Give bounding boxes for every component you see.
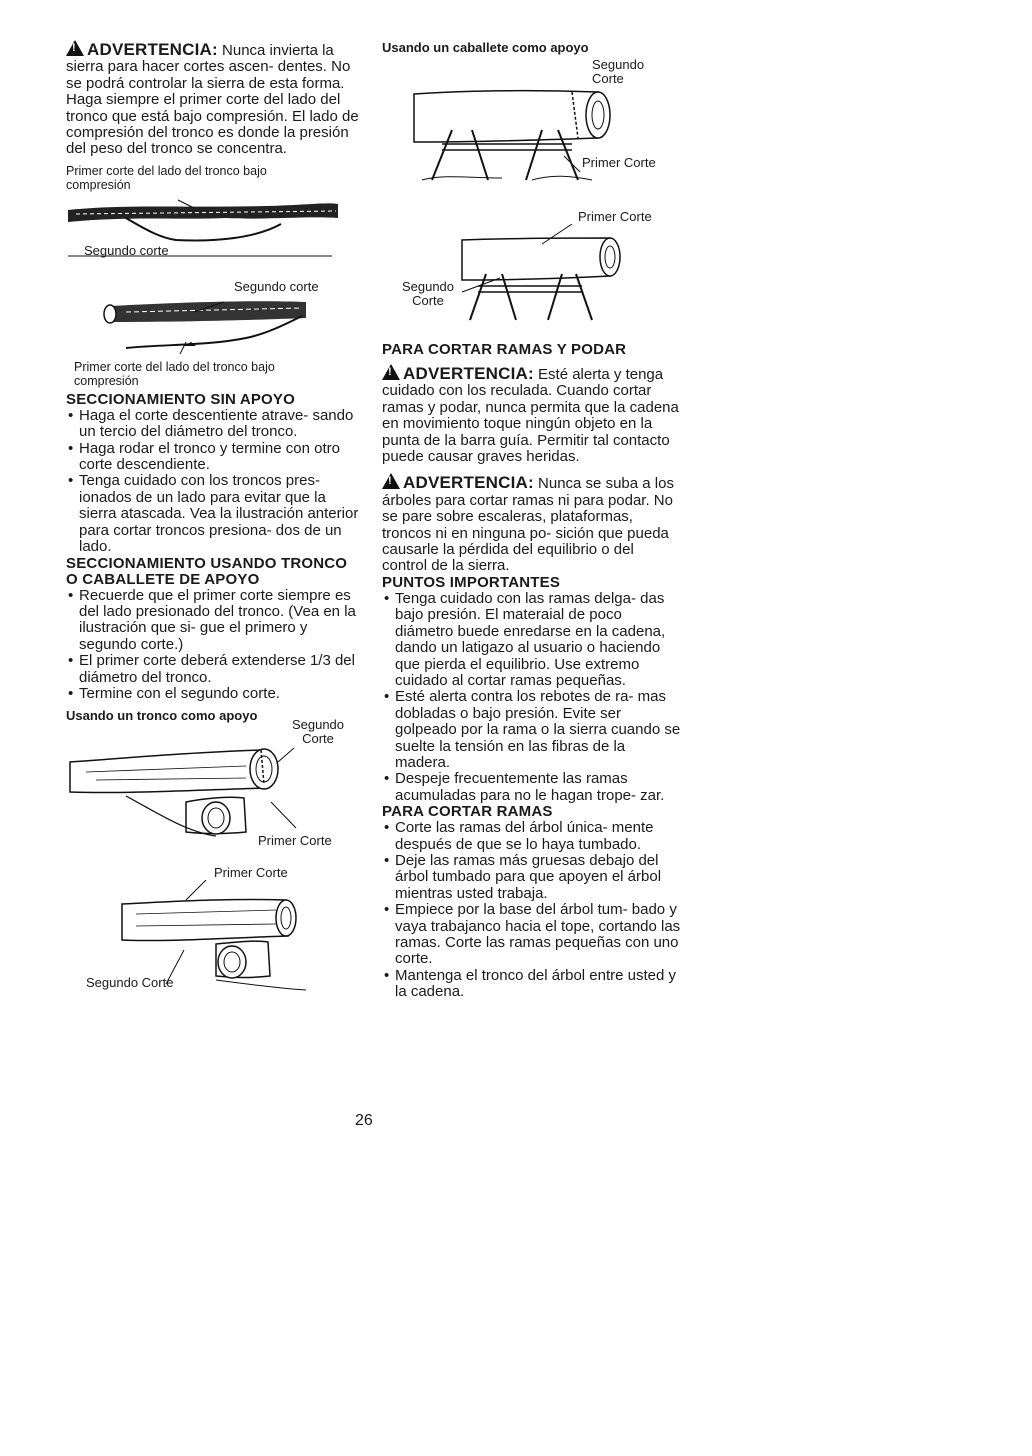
- figure-caption: Primer corte del lado del tronco bajo compresión: [74, 359, 275, 388]
- warning-triangle-icon: [382, 473, 400, 489]
- warning-label: ADVERTENCIA:: [87, 40, 218, 59]
- figure-log-support-1: [66, 708, 362, 858]
- warning-3: [382, 473, 682, 574]
- list-item: • El primer corte deberá extenderse 1/3 del diámetro del tronco.: [66, 653, 362, 686]
- warning-text: Nunca invierta la sierra para hacer cortes ascen- dentes. No se podrá controlar la sierra de esta forma.: [66, 42, 351, 92]
- warning-label: ADVERTENCIA:: [403, 364, 534, 383]
- warning-text-2: Haga siempre el primer corte del lado del tronco que está bajo compresión. El lado de compresión del tronco es donde la presión del peso del tronco se concentra.: [66, 91, 359, 158]
- figure-log-support-2: [66, 866, 362, 996]
- page-number: 26: [355, 1112, 373, 1129]
- figure-label: Segundo Corte: [401, 279, 455, 308]
- section-heading: PUNTOS IMPORTANTES: [382, 573, 561, 591]
- list-item: • Despeje frecuentemente las ramas acumuladas para no le hagan trope- zar.: [382, 771, 682, 804]
- warning-triangle-icon: [382, 364, 400, 380]
- list-item: • Haga el corte descentiente atrave- sando un tercio del diámetro del tronco.: [66, 408, 362, 441]
- figure-label: Segundo Corte: [592, 57, 645, 86]
- section-list: [66, 588, 362, 703]
- figure-caption: Segundo corte: [84, 242, 169, 258]
- figure-sawhorse-1: [382, 40, 682, 188]
- section-heading: SECCIONAMIENTO USANDO TRONCO O CABALLETE DE APOYO: [66, 554, 348, 588]
- section-list: [382, 820, 682, 1000]
- figure-title: Usando un tronco como apoyo: [66, 708, 258, 724]
- warning-1: [66, 40, 362, 92]
- warning-label: ADVERTENCIA:: [403, 473, 534, 493]
- warning-text: Esté alerta y tenga cuidado con los reculada. Cuando cortar ramas y podar, nunca permita que la cadena en movimiento toque ningún objeto en la punta de la barra guía. Permitir tal contacto puede causar graves heridas.: [382, 366, 679, 466]
- list-item: • Termine con el segundo corte.: [66, 686, 362, 702]
- figure-caption: Segundo corte: [234, 278, 319, 294]
- log-illustration: [66, 294, 362, 364]
- list-item: • Deje las ramas más gruesas debajo del árbol tumbado para que apoyen el árbol mientras usted trabaja.: [382, 853, 682, 902]
- list-item: • Esté alerta contra los rebotes de ra- mas dobladas o bajo presión. Evite ser golpeado por la rama o la sierra cuando se suelte la tensión en las fibras de la madera.: [382, 689, 682, 771]
- right-column: [382, 40, 682, 1001]
- figure-label: Primer Corte: [214, 865, 288, 881]
- figure-title: Usando un caballete como apoyo: [382, 40, 589, 55]
- log-on-sawhorse-illustration: [382, 68, 642, 198]
- log-illustration: [66, 194, 362, 274]
- list-item: • Tenga cuidado con las ramas delga- das bajo presión. El materaial de poco diámetro buede enredarse en la cadena, dando un latigazo al usuario o haciendo que pierda el equilibrio. Use extremo cuidado al cortar ramas pequeñas.: [382, 591, 682, 689]
- warning-2: [382, 364, 682, 465]
- figure-label: Primer Corte: [578, 209, 652, 224]
- section-list: [382, 591, 682, 804]
- section-heading: PARA CORTAR RAMAS: [382, 803, 553, 821]
- warning-text: Nunca se suba a los árboles para cortar ramas ni para podar. No se pare sobre escaleras, plataformas, troncos ni en ninguna po- sición que pueda causarle la pérdida del equilibrio o del control de la sierra.: [382, 475, 674, 575]
- figure-label: Segundo Corte: [291, 717, 345, 747]
- list-item: • Tenga cuidado con los troncos pres- ionados de un lado para evitar que la sierra atascada. Vea la ilustración anterior para cortar troncos presiona- dos de un lado.: [66, 473, 362, 555]
- figure-log-compression-top: [66, 164, 362, 276]
- list-item: • Empiece por la base del árbol tum- bado y vaya trabajanco hacia el tope, cortando las ramas. Corte las ramas pequeñas con uno corte.: [382, 902, 682, 968]
- warning-triangle-icon: [66, 40, 84, 56]
- section-heading: SECCIONAMIENTO SIN APOYO: [66, 390, 295, 408]
- section-heading: PARA CORTAR RAMAS Y PODAR: [382, 341, 627, 358]
- figure-label: Segundo Corte: [86, 975, 174, 991]
- left-column: [66, 40, 362, 996]
- section-list: [66, 408, 362, 556]
- figure-log-compression-bottom: [66, 280, 362, 388]
- figure-label: Primer Corte: [582, 155, 656, 170]
- figure-sawhorse-2: [382, 210, 682, 336]
- figure-label: Primer Corte: [258, 833, 332, 849]
- list-item: • Recuerde que el primer corte siempre es del lado presionado del tronco. (Vea en la ilustración que si- gue el primero y segundo corte.): [66, 588, 362, 654]
- figure-caption: Primer corte del lado del tronco bajo compresión: [66, 163, 267, 192]
- list-item: • Haga rodar el tronco y termine con otro corte descendiente.: [66, 441, 362, 474]
- list-item: • Mantenga el tronco del árbol entre usted y la cadena.: [382, 968, 682, 1001]
- list-item: • Corte las ramas del árbol única- mente después de que se lo haya tumbado.: [382, 820, 682, 853]
